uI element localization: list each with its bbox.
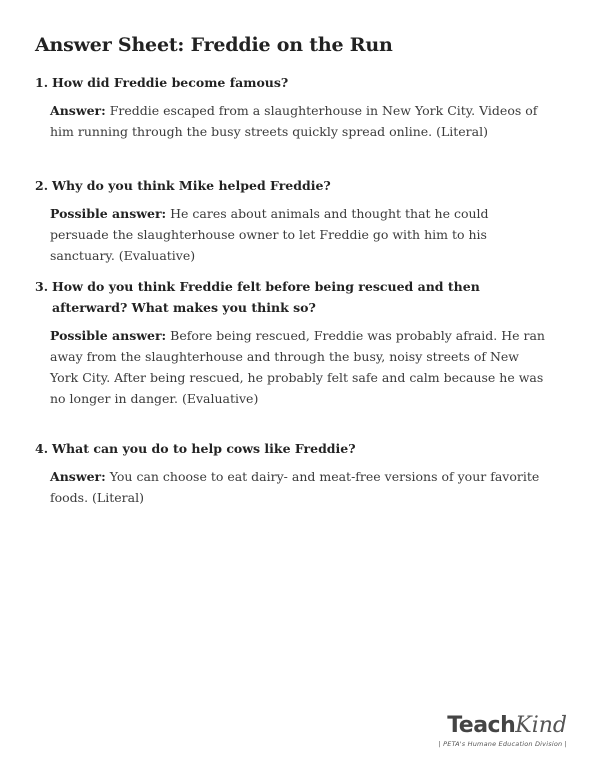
- answer-text: He cares about animals and thought that he could persuade the slaughterhouse owner to let Freddie go with him to his sanctuary. (Evaluative): [50, 206, 489, 263]
- question-3: [35, 276, 555, 318]
- question-number: 3.: [35, 279, 49, 294]
- logo-tagline: | PETA's Humane Education Division |: [438, 740, 567, 748]
- answer-label: Possible answer:: [50, 328, 167, 343]
- question-4: [35, 438, 555, 459]
- question-2: [35, 175, 555, 196]
- question-text: Why do you think Mike helped Freddie?: [52, 178, 331, 193]
- answer-text: Freddie escaped from a slaughterhouse in New York City. Videos of him running through the busy streets quickly spread online. (Literal): [50, 103, 538, 139]
- answer-label: Possible answer:: [50, 206, 167, 221]
- logo-kind: Kind: [515, 713, 567, 738]
- answer-label: Answer:: [50, 469, 106, 484]
- teachkind-logo: [439, 714, 568, 748]
- question-block-4: [35, 438, 555, 508]
- answer-text: You can choose to eat dairy- and meat-free versions of your favorite foods. (Literal): [50, 469, 540, 505]
- question-number: 4.: [35, 441, 49, 456]
- question-block-2: [35, 175, 555, 266]
- answer-label: Answer:: [50, 103, 106, 118]
- answer-2: [50, 203, 550, 266]
- answer-4: [50, 466, 550, 508]
- logo-wordmark: [439, 714, 568, 738]
- question-number: 1.: [35, 75, 49, 90]
- answer-3: [50, 325, 550, 409]
- question-text: How did Freddie become famous?: [52, 75, 289, 90]
- question-text: How do you think Freddie felt before being rescued and then afterward? What makes you think so?: [52, 279, 480, 315]
- answer-text: Before being rescued, Freddie was probably afraid. He ran away from the slaughterhouse and through the busy, noisy streets of New York City. After being rescued, he probably felt safe and calm because he was no longer in danger. (Evaluative): [50, 328, 545, 406]
- question-text: What can you do to help cows like Freddie?: [52, 441, 356, 456]
- answer-1: [50, 100, 550, 142]
- logo-teach: Teach: [447, 713, 516, 738]
- question-block-3: [35, 276, 555, 409]
- question-1: [35, 72, 555, 93]
- page-title: Answer Sheet: Freddie on the Run: [35, 34, 393, 56]
- question-number: 2.: [35, 178, 49, 193]
- question-block-1: [35, 72, 555, 142]
